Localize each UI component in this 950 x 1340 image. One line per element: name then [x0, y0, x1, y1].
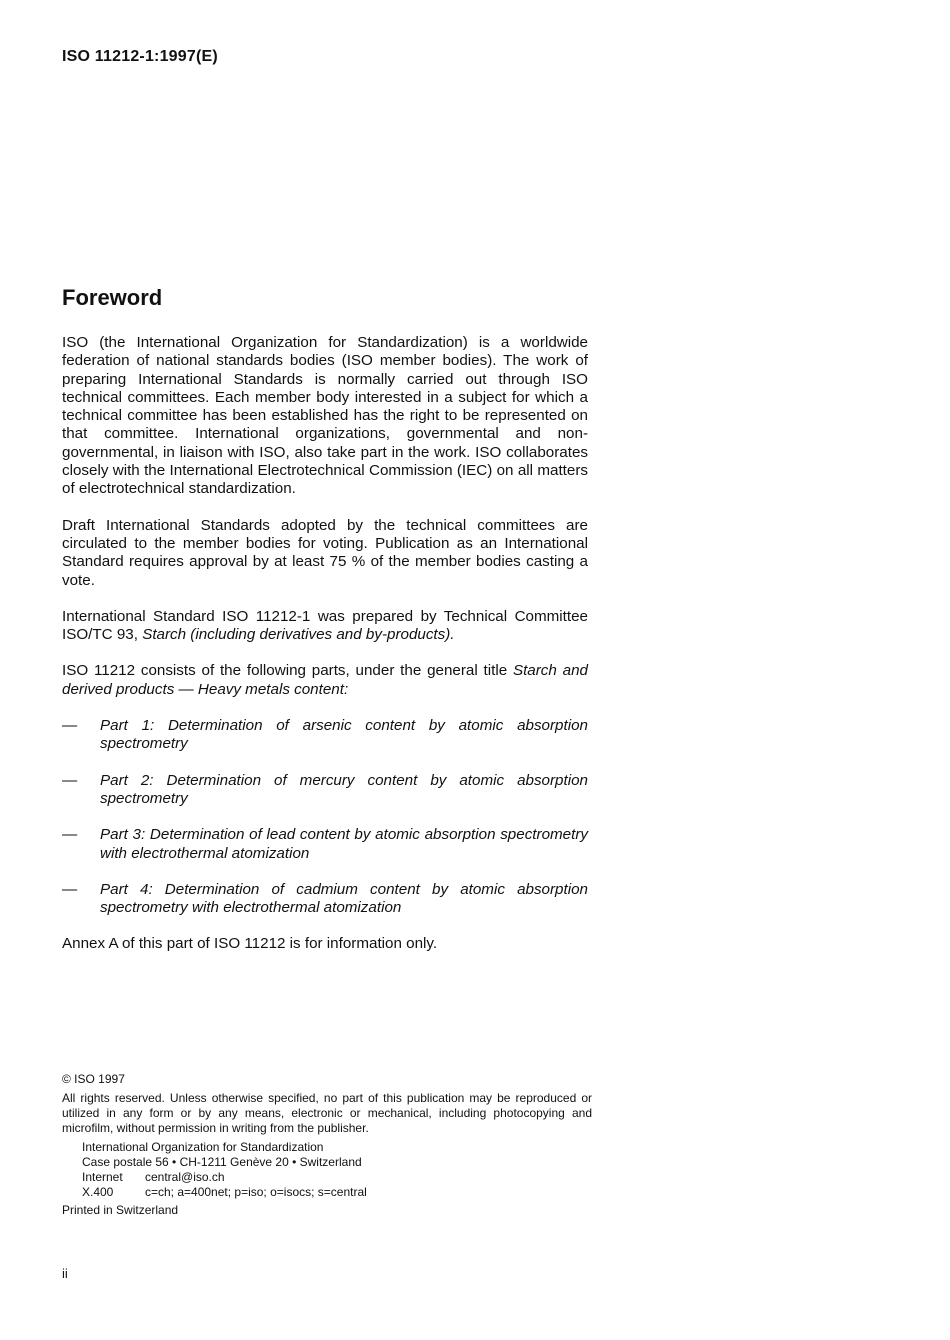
dash-marker: — — [62, 880, 78, 898]
dash-marker: — — [62, 771, 78, 789]
paragraph-prepared-by — [62, 608, 588, 645]
committee-title: Starch (including derivatives and by-products). — [142, 626, 455, 644]
parts-intro-text: ISO 11212 consists of the following parts, under the general title — [62, 662, 513, 680]
list-item — [62, 826, 588, 863]
part-title: Part 2: Determination of mercury content by atomic absorption spectrometry — [100, 771, 588, 807]
postal-address: Case postale 56 • CH-1211 Genève 20 • Switzerland — [82, 1155, 362, 1169]
foreword-body — [62, 334, 588, 972]
x400-label: X.400 — [82, 1185, 114, 1199]
foreword-heading: Foreword — [62, 285, 163, 310]
list-item — [62, 881, 588, 918]
copyright-line: © ISO 1997 — [62, 1072, 125, 1086]
part-title: Part 3: Determination of lead content by atomic absorption spectrometry with electrothermal atomization — [100, 826, 588, 862]
x400-value: c=ch; a=400net; p=iso; o=isocs; s=central — [145, 1185, 367, 1199]
document-id: ISO 11212-1:1997(E) — [62, 48, 218, 65]
printed-in: Printed in Switzerland — [62, 1203, 179, 1217]
list-item — [62, 772, 588, 809]
rights-notice: All rights reserved. Unless otherwise specified, no part of this publication may be reproduced or utilized in any form or by any means, electronic or mechanical, including photocopying and microfilm, without permission in writing from the publisher. — [62, 1091, 592, 1135]
paragraph-parts-intro — [62, 662, 588, 699]
paragraph-annex-note: Annex A of this part of ISO 11212 is for information only. — [62, 935, 438, 953]
list-item — [62, 717, 588, 754]
org-name: International Organization for Standardization — [82, 1140, 324, 1154]
internet-value: central@iso.ch — [145, 1170, 225, 1184]
parts-list — [62, 717, 588, 917]
internet-row — [82, 1170, 592, 1185]
paragraph-draft-standards: Draft International Standards adopted by the technical committees are circulated to the member bodies for voting. Publication as an International Standard requires approval by at least 75 % of the member bodies casting a vote. — [62, 516, 588, 589]
general-title: Starch and derived products — Heavy metals content: — [62, 662, 588, 698]
dash-marker: — — [62, 826, 78, 844]
part-title: Part 4: Determination of cadmium content by atomic absorption spectrometry with electrothermal atomization — [100, 880, 588, 917]
part-title: Part 1: Determination of arsenic content by atomic absorption spectrometry — [100, 717, 588, 753]
page-number: ii — [62, 1266, 68, 1281]
paragraph-iso-intro: ISO (the International Organization for Standardization) is a worldwide federation of national standards bodies (ISO member bodies). The work of preparing International Standards is normally carried out through ISO technical committees. Each member body interested in a subject for which a technical committee has been established has the right to be represented on that committee. International organizations, governmental and non-governmental, in liaison with ISO, also take part in the work. ISO collaborates closely with the International Electrotechnical Commission (IEC) on all matters of electrotechnical standardization. — [62, 334, 588, 498]
dash-marker: — — [62, 717, 78, 735]
internet-label: Internet — [82, 1170, 123, 1184]
prepared-by-text: International Standard ISO 11212-1 was prepared by Technical Committee ISO/TC 93, — [62, 607, 588, 644]
x400-row — [82, 1185, 592, 1200]
publisher-address — [62, 1140, 592, 1200]
copyright-footer — [62, 1072, 592, 1218]
